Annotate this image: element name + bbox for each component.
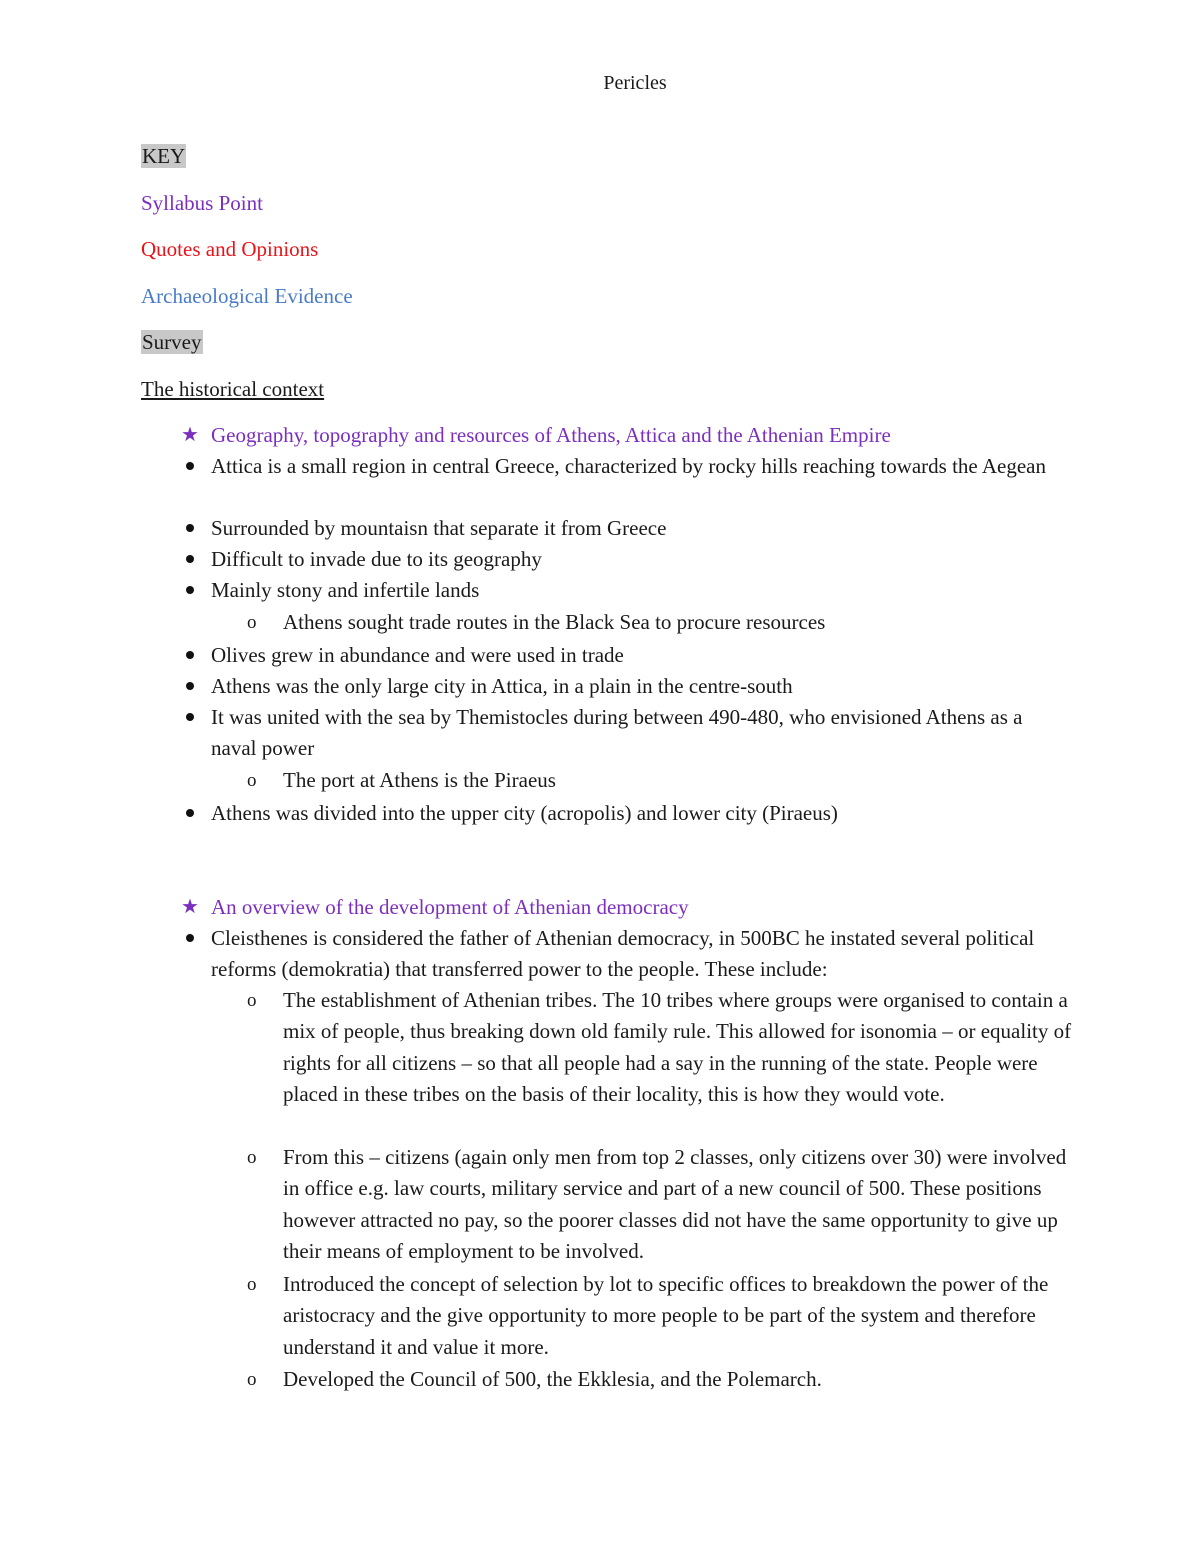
sub-bullet-icon: o [247,770,257,791]
key-syllabus-point: Syllabus Point [141,191,263,215]
sub-bullet-icon: o [247,612,257,633]
bullet-icon [175,575,205,606]
bullet-icon [175,544,205,575]
document-page: Pericles KEY Syllabus Point Quotes and Opinions Archaeological Evidence Survey The historical context ★ Geography, topography and resources of Athens, Attica and the Athenian Empire Attica is a small region in central Greece, characterized by rocky hills reaching towards the Aegean Surrounded by mountaisn that separate it from Greece Difficult to invade due to its geography Mainly stony and infertile lands o Athens sought trade routes in the Black Sea to procure resources Olives grew in abundance and were used in trade Athens was the only large city in Attica, in a plain in the centre-south It was united with the sea by Themistocles during between 490-480, who envisioned Athens as a naval power o The port at Athens is the Piraeus Athens was divided into the upper city (acropolis) and lower city (Piraeus) ★ An overview of the development of Athenian democracy Cleisthenes is considered the father of Athenian democracy, in 500BC he instated several political reforms (demokratia) that transferred power to the people. These include: o The establishment of Athenian tribes. The 10 tribes where groups were organised to contain a mix of people, thus breaking down old family rule. This allowed for isonomia – or equality of rights for all citizens – so that all people had a say in the running of the state. People were placed in these tribes on the basis of their locality, this is how they would vote. o From this – citizens (again only men from top 2 classes, only citizens over 30) were involved in office e.g. law courts, military service and part of a new council of 500. These positions however attracted no pay, so the poorer classes did not have the same opportunity to give up their means of employment to be involved. o Introduced the concept of selection by lot to specific offices to breakdown the power of the aristocracy and the give opportunity to more people to be part of the system and therefore understand it and value it more. o Developed the Council of 500, the Ekklesia, and the Polemarch. [0,0,1200,1553]
historical-context-heading: The historical context [141,377,325,401]
bullet-icon [175,640,205,671]
bullet-icon [175,451,205,482]
key-archaeological-evidence: Archaeological Evidence [141,284,353,308]
bullet-icon [175,671,205,702]
survey-label: Survey [142,330,202,354]
bullet-icon [175,702,205,733]
key-quotes-opinions: Quotes and Opinions [141,237,319,261]
sub-bullet-icon: o [247,990,257,1011]
page-header-title: Pericles [603,72,667,94]
bullet-icon [175,513,205,544]
star-icon: ★ [181,896,199,918]
sub-bullet-icon: o [247,1274,257,1295]
bullet-icon [175,798,205,829]
sub-bullet-icon: o [247,1147,257,1168]
bullet-icon [175,923,205,954]
key-label: KEY [142,144,186,168]
star-icon: ★ [181,424,199,446]
sub-bullet-icon: o [247,1369,257,1390]
